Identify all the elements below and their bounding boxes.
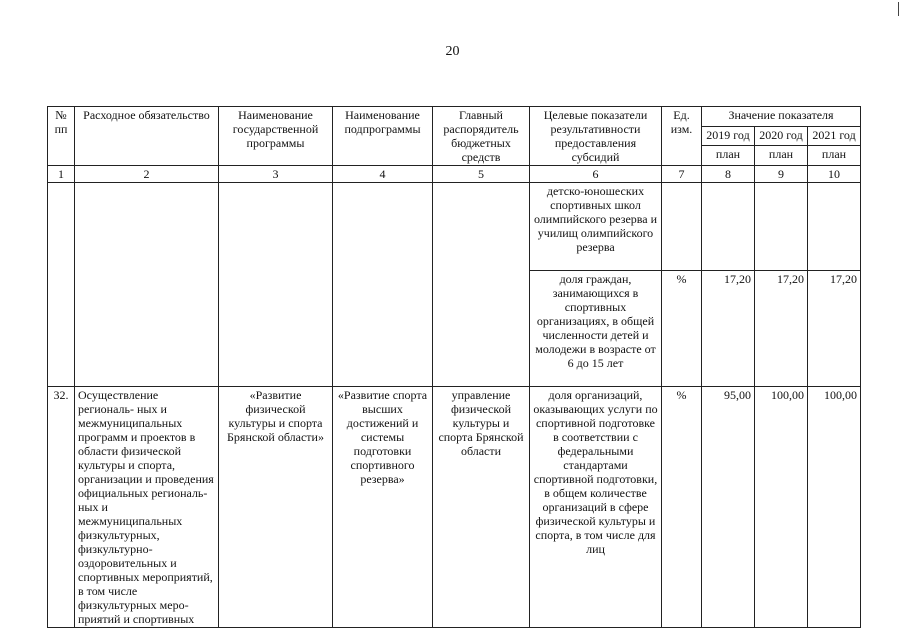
column-numbers-row [48, 166, 861, 183]
row-v2021 [808, 183, 861, 271]
col-program-header: Наименование государственной программы [219, 107, 333, 166]
row-unit: % [662, 271, 702, 387]
row-v2020: 17,20 [755, 271, 808, 387]
col-no-header: № пп [48, 107, 75, 166]
row-v2021: 17,20 [808, 271, 861, 387]
plan-2021: план [808, 146, 861, 166]
row-v2019: 95,00 [702, 387, 755, 628]
table-row [48, 183, 861, 271]
row-indicator: доля организаций, оказывающих услуги по спортивной подготовке в соответствии с федеральными стандартами спортивной подготовки, в общем количестве организаций в сфере физической культуры и спорта, в том числе для лиц [530, 387, 662, 628]
edge-mark [898, 2, 899, 16]
row-unit [662, 183, 702, 271]
colnum-4: 4 [333, 166, 433, 183]
row-v2019: 17,20 [702, 271, 755, 387]
year-2019: 2019 год [702, 126, 755, 146]
row-program [219, 183, 333, 387]
row-obligation: Осуществление региональ- ных и межмуниципальных программ и проектов в области физической культуры и спорта, организации и проведения официальных региональ- ных и межмуниципальных физкультурных, физкультурно- оздоровительных и спортивных мероприятий, в том числе физкультурных меро- приятий и спортивных [75, 387, 219, 628]
colnum-7: 7 [662, 166, 702, 183]
colnum-6: 6 [530, 166, 662, 183]
col-targets-header: Целевые показатели результативности предоставления субсидий [530, 107, 662, 166]
year-2021: 2021 год [808, 126, 861, 146]
colnum-1: 1 [48, 166, 75, 183]
colnum-8: 8 [702, 166, 755, 183]
row-manager: управление физической культуры и спорта Брянской области [433, 387, 530, 628]
row-v2020: 100,00 [755, 387, 808, 628]
colnum-3: 3 [219, 166, 333, 183]
col-obligation-header: Расходное обязательство [75, 107, 219, 166]
row-v2019 [702, 183, 755, 271]
col-value-header: Значение показателя [702, 107, 861, 127]
row-program: «Развитие физической культуры и спорта Брянской области» [219, 387, 333, 628]
row-v2020 [755, 183, 808, 271]
colnum-10: 10 [808, 166, 861, 183]
colnum-2: 2 [75, 166, 219, 183]
page-number: 20 [445, 44, 460, 59]
table-row [48, 387, 861, 628]
row-subprogram [333, 183, 433, 387]
row-manager [433, 183, 530, 387]
plan-2019: план [702, 146, 755, 166]
colnum-9: 9 [755, 166, 808, 183]
row-indicator: детско-юношеских спортивных школ олимпийского резерва и училищ олимпийского резерва [530, 183, 662, 271]
col-manager-header: Главный распорядитель бюджетных средств [433, 107, 530, 166]
header-row-1 [48, 107, 861, 127]
colnum-5: 5 [433, 166, 530, 183]
year-2020: 2020 год [755, 126, 808, 146]
plan-2020: план [755, 146, 808, 166]
col-subprogram-header: Наименование подпрограммы [333, 107, 433, 166]
row-unit: % [662, 387, 702, 628]
row-v2021: 100,00 [808, 387, 861, 628]
row-no [48, 183, 75, 387]
row-obligation [75, 183, 219, 387]
budget-table [47, 106, 861, 628]
col-unit-header: Ед. изм. [662, 107, 702, 166]
row-subprogram: «Развитие спорта высших достижений и системы подготовки спортивного резерва» [333, 387, 433, 628]
row-no: 32. [48, 387, 75, 628]
row-indicator: доля граждан, занимающихся в спортивных организациях, в общей численности детей и молодежи в возрасте от 6 до 15 лет [530, 271, 662, 387]
